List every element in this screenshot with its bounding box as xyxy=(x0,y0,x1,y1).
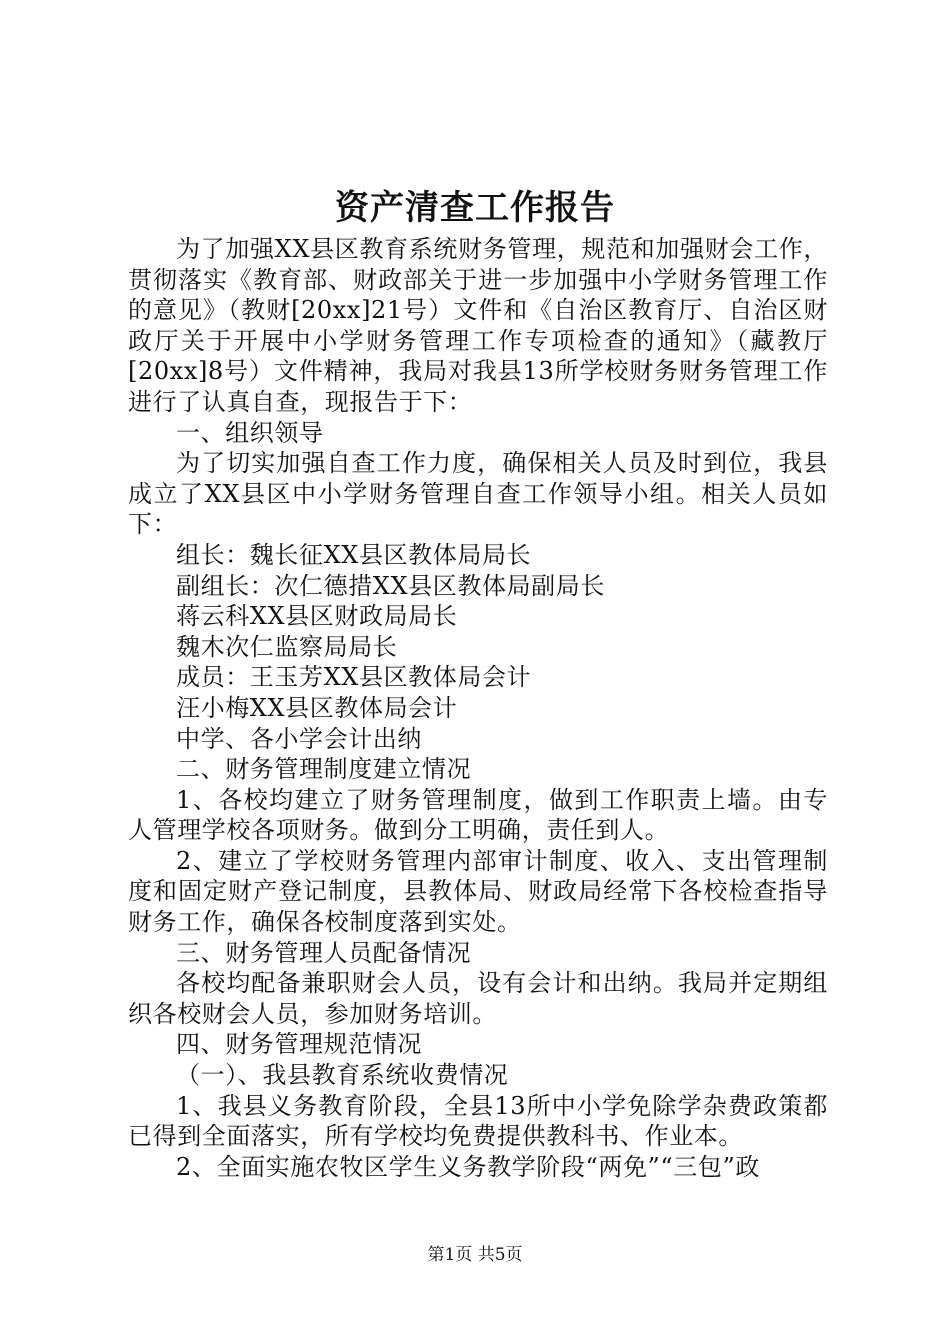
member-line: 中学、各小学会计出纳 xyxy=(176,724,422,753)
system-paragraph-1: 1、各校均建立了财务管理制度，做到工作职责上墙。由专人管理学校各项财务。做到分工明确，责任到人。 xyxy=(128,785,828,845)
fees-paragraph-1: 1、我县义务教育阶段，全县13所中小学免除学杂费政策都已得到全面落实，所有学校均免费提供教科书、作业本。 xyxy=(128,1091,828,1151)
member-line: 组长：魏长征XX县区教体局局长 xyxy=(176,540,532,569)
section-heading-staff: 三、财务管理人员配备情况 xyxy=(176,938,472,967)
document-body xyxy=(128,234,828,1182)
section-heading-norms: 四、财务管理规范情况 xyxy=(176,1030,422,1059)
fees-paragraph-2: 2、全面实施农牧区学生义务教学阶段“两免”“三包”政 xyxy=(176,1152,760,1181)
member-line: 副组长：次仁德措XX县区教体局副局长 xyxy=(176,571,605,600)
section-heading-system: 二、财务管理制度建立情况 xyxy=(176,755,472,784)
document-title: 资产清查工作报告 xyxy=(335,188,615,228)
member-line: 魏木次仁监察局局长 xyxy=(176,632,398,661)
member-line: 成员：王玉芳XX县区教体局会计 xyxy=(176,663,532,692)
organization-paragraph: 为了切实加强自查工作力度，确保相关人员及时到位，我县成立了XX县区中小学财务管理自查工作领导小组。相关人员如下： xyxy=(128,449,828,539)
page-number-footer: 第1页 共5页 xyxy=(427,1245,523,1265)
subsection-heading-fees: （一）、我县教育系统收费情况 xyxy=(176,1061,509,1090)
member-line: 蒋云科XX县区财政局局长 xyxy=(176,602,458,631)
section-heading-organization: 一、组织领导 xyxy=(176,418,324,447)
intro-paragraph: 为了加强XX县区教育系统财务管理，规范和加强财会工作，贯彻落实《教育部、财政部关于进一步加强中小学财务管理工作的意见》（教财[20xx]21号）文件和《自治区教育厅、自治区财政厅关于开展中小学财务管理工作专项检查的通知》（藏教厅[20xx]8号）文件精神，我局对我县13所学校财务财务管理工作进行了认真自查，现报告于下： xyxy=(128,235,828,416)
system-paragraph-2: 2、建立了学校财务管理内部审计制度、收入、支出管理制度和固定财产登记制度，县教体局、财政局经常下各校检查指导财务工作，确保各校制度落到实处。 xyxy=(128,846,828,937)
member-line: 汪小梅XX县区教体局会计 xyxy=(176,693,458,722)
staff-paragraph: 各校均配备兼职财会人员，设有会计和出纳。我局并定期组织各校财会人员，参加财务培训。 xyxy=(128,969,828,1028)
